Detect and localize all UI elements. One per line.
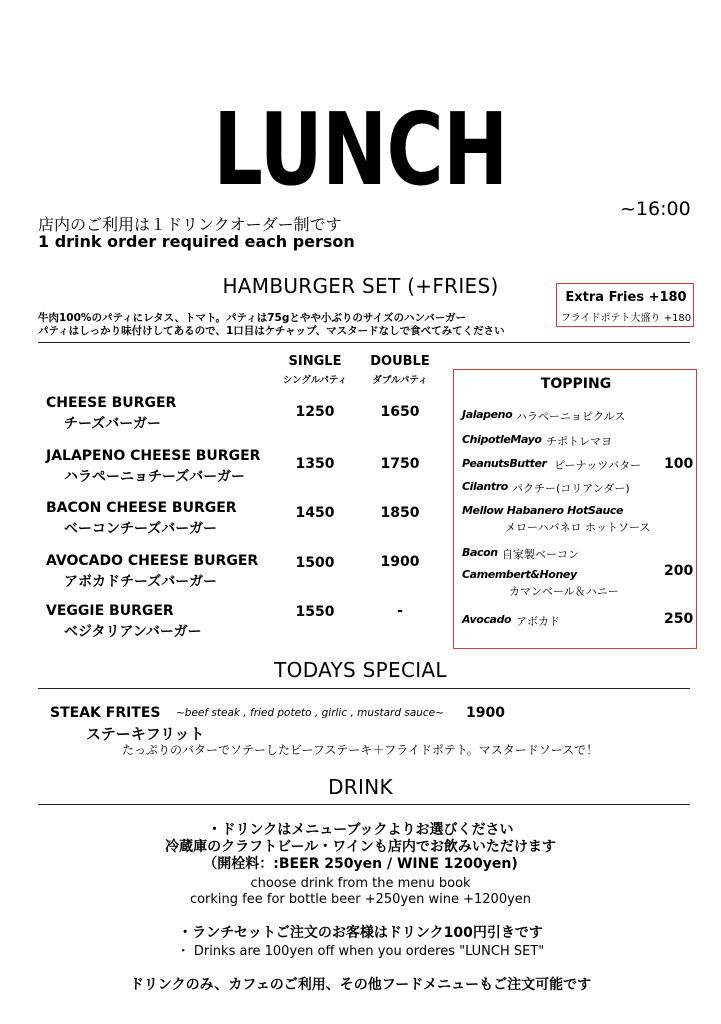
drink-line: ・ドリンクはメニューブックよりお選びください: [207, 822, 514, 838]
price-single: 1350: [295, 456, 335, 472]
price-double: 1850: [380, 505, 420, 521]
topping-price: 250: [664, 611, 694, 627]
special-price: 1900: [466, 705, 505, 721]
topping-name: Cilantro: [462, 480, 508, 493]
topping-name: Mellow Habanero HotSauce: [462, 504, 624, 517]
lunch-hours: ~16:00: [620, 198, 691, 220]
topping-name-jp: アボカド: [516, 615, 560, 628]
topping-title: TOPPING: [540, 376, 612, 392]
col-single-jp: シングルパティ: [282, 375, 348, 386]
price-double: -: [397, 603, 403, 619]
price-double: 1650: [380, 404, 420, 420]
topping-name: Jalapeno: [462, 408, 513, 421]
divider: [38, 688, 690, 689]
price-double: 1900: [380, 554, 420, 570]
price-double: 1750: [380, 456, 420, 472]
menu-item-name: VEGGIE BURGER: [46, 603, 174, 619]
special-name-jp: ステーキフリット: [86, 725, 205, 743]
special-detail: ~beef steak , fried poteto , girlic , mustard sauce~: [176, 707, 444, 719]
topping-name: PeanutsButter: [462, 457, 547, 470]
drink-line: choose drink from the menu book: [250, 876, 471, 891]
drink-line: （開栓料：:BEER 250yen / WINE 1200yen): [203, 856, 518, 872]
divider: [38, 804, 690, 805]
topping-name-jp: ピーナッツバター: [554, 459, 642, 472]
hamburger-heading: HAMBURGER SET (+FRIES): [222, 274, 499, 298]
menu-item-name-jp: アボカドチーズバーガー: [64, 574, 218, 590]
special-desc: たっぷりのバターでソテーしたビーフステーキ＋フライドポテト。マスタードソースで！: [122, 743, 599, 757]
drink-heading: DRINK: [328, 775, 393, 799]
menu-item-name: BACON CHEESE BURGER: [46, 500, 237, 516]
topping-name: Bacon: [462, 546, 498, 559]
topping-box: [453, 369, 697, 649]
price-single: 1500: [295, 555, 335, 571]
drink-line: ・ Drinks are 100yen off when you orderes "LUNCH SET": [176, 944, 545, 959]
topping-name-jp: チポトレマヨ: [546, 435, 612, 448]
topping-name: Camembert&Honey: [462, 568, 577, 581]
drink-line: ドリンクのみ、カフェのご利用、その他フードメニューもご注文可能です: [129, 977, 592, 993]
page-title: LUNCH: [213, 91, 508, 208]
drink-note-jp: 店内のご利用は１ドリンクオーダー制です: [38, 215, 342, 234]
topping-price: 200: [664, 563, 694, 579]
extra-fries-jp: フライドポテト大盛り +180: [560, 313, 692, 324]
special-heading: TODAYS SPECIAL: [274, 658, 447, 682]
menu-item-name: AVOCADO CHEESE BURGER: [46, 553, 259, 569]
hamburger-desc-2: パティはしっかり味付けしてあるので、1口目はケチャップ、マスタードなしで食べてみてください: [38, 325, 505, 337]
drink-line: 冷蔵庫のクラフトビール・ワインも店内でお飲みいただけます: [165, 839, 556, 855]
menu-item-name: JALAPENO CHEESE BURGER: [46, 448, 261, 464]
topping-name: ChipotleMayo: [462, 433, 542, 446]
topping-name-jp: パクチー(コリアンダー): [512, 482, 630, 495]
drink-line: corking fee for bottle beer +250yen wine +1200yen: [189, 892, 532, 907]
special-name: STEAK FRITES: [50, 705, 161, 721]
price-single: 1450: [295, 505, 335, 521]
col-double: DOUBLE: [370, 354, 430, 369]
menu-item-name-jp: チーズバーガー: [64, 416, 162, 432]
topping-name-jp: メローハバネロ ホットソース: [505, 521, 651, 534]
drink-line: ・ランチセットご注文のお客様はドリンク100円引きです: [178, 925, 543, 941]
menu-item-name-jp: ベーコンチーズバーガー: [64, 521, 218, 537]
topping-price: 100: [664, 456, 694, 472]
topping-name-jp: ハラペーニョピクルス: [516, 410, 626, 423]
col-single: SINGLE: [288, 354, 342, 369]
hamburger-desc-1: 牛肉100%のパティにレタス、トマト。パティは75gとやや小ぶりのサイズのハンバーガー: [38, 312, 467, 324]
topping-name-jp: カマンベール＆ハニー: [509, 585, 619, 598]
menu-item-name-jp: ベジタリアンバーガー: [64, 624, 202, 640]
col-double-jp: ダブルパティ: [372, 375, 428, 386]
extra-fries-box: [556, 283, 694, 327]
divider: [38, 342, 690, 343]
price-single: 1550: [295, 604, 335, 620]
topping-name-jp: 自家製ベーコン: [502, 548, 579, 561]
menu-item-name: CHEESE BURGER: [46, 395, 177, 411]
extra-fries-en: Extra Fries +180: [565, 290, 687, 305]
drink-note-en: 1 drink order required each person: [38, 232, 355, 251]
menu-item-name-jp: ハラペーニョチーズバーガー: [64, 469, 246, 485]
price-single: 1250: [295, 404, 335, 420]
topping-name: Avocado: [462, 613, 512, 626]
